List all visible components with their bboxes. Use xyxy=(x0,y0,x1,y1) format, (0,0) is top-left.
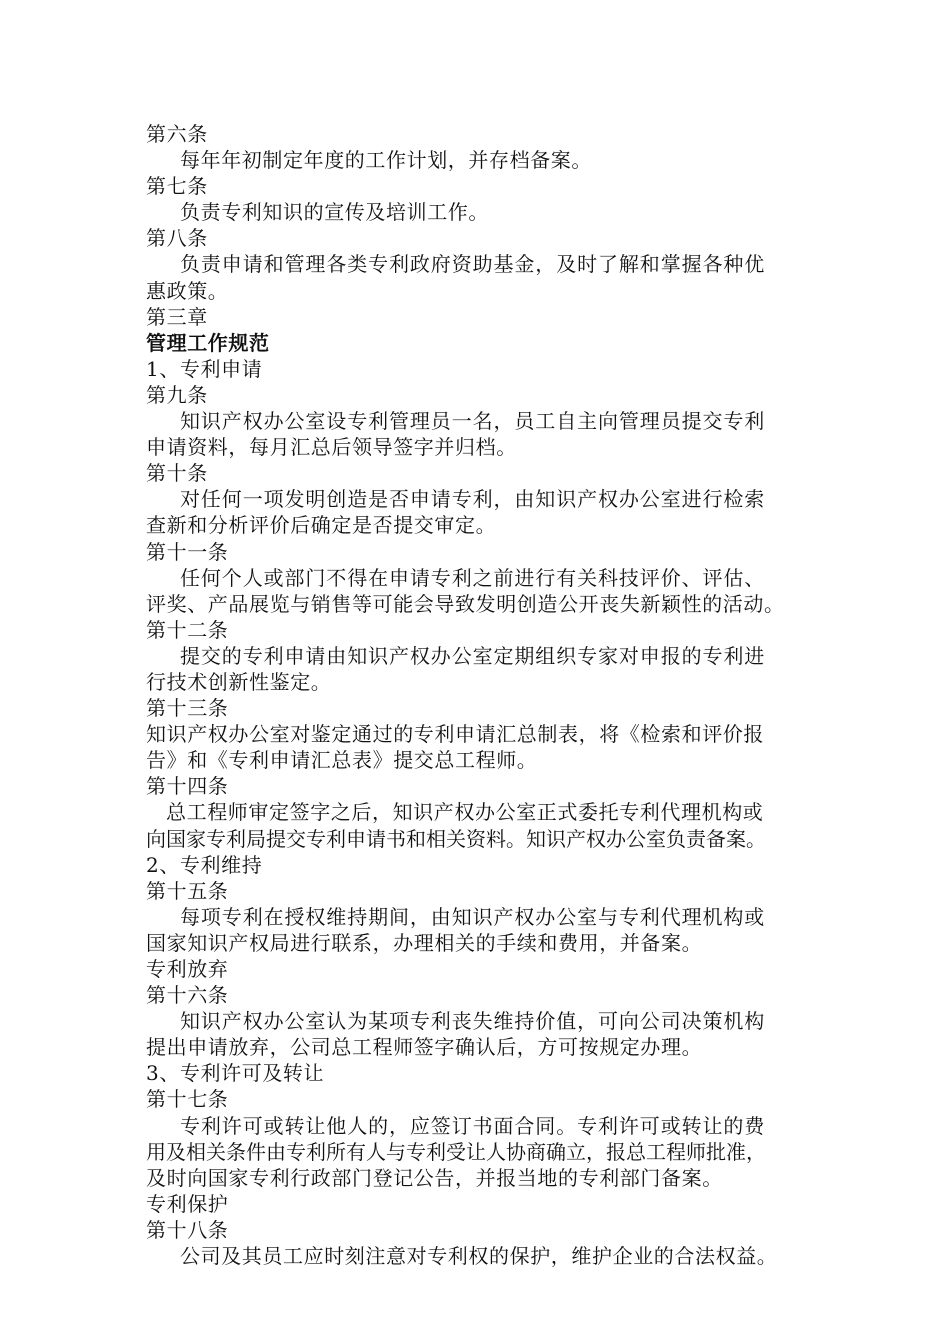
article-16-heading: 第十六条 xyxy=(146,983,229,1008)
article-6-heading: 第六条 xyxy=(146,122,208,146)
section-3-heading: 3、专利许可及转让 xyxy=(146,1061,325,1086)
article-14-heading: 第十四条 xyxy=(146,774,229,799)
patent-protection-heading: 专利保护 xyxy=(146,1191,229,1216)
article-13-text-line-1: 知识产权办公室对鉴定通过的专利申请汇总制表，将《检索和评价报 xyxy=(146,722,764,747)
article-17-heading: 第十七条 xyxy=(146,1087,229,1112)
article-10-heading: 第十条 xyxy=(146,461,208,486)
article-12-text-line-1: 提交的专利申请由知识产权办公室定期组织专家对申报的专利进 xyxy=(180,643,766,668)
article-15-heading: 第十五条 xyxy=(146,878,229,903)
article-14-text-line-2: 向国家专利局提交专利申请书和相关资料。知识产权办公室负责备案。 xyxy=(146,826,766,851)
article-8-heading: 第八条 xyxy=(146,226,208,251)
article-15-text-line-2: 国家知识产权局进行联系，办理相关的手续和费用，并备案。 xyxy=(146,930,703,955)
article-8-text-line-2: 惠政策。 xyxy=(146,278,229,303)
section-2-heading: 2、专利维持 xyxy=(146,852,263,877)
article-11-heading: 第十一条 xyxy=(146,539,229,564)
article-11-text-line-1: 任何个人或部门不得在申请专利之前进行有关科技评价、评估、 xyxy=(180,565,766,590)
article-12-text-line-2: 行技术创新性鉴定。 xyxy=(146,669,332,694)
article-10-text-line-2: 查新和分析评价后确定是否提交审定。 xyxy=(146,513,497,538)
article-9-text-line-1: 知识产权办公室设专利管理员一名，员工自主向管理员提交专利 xyxy=(180,409,766,434)
chapter-3-heading: 第三章 xyxy=(146,304,208,329)
article-9-text-line-2: 申请资料，每月汇总后领导签字并归档。 xyxy=(146,435,517,460)
patent-abandonment-heading: 专利放弃 xyxy=(146,957,229,981)
article-7-text: 负责专利知识的宣传及培训工作。 xyxy=(180,200,489,225)
article-16-text-line-1: 知识产权办公室认为某项专利丧失维持价值，可向公司决策机构 xyxy=(180,1009,766,1034)
article-10-text-line-1: 对任何一项发明创造是否申请专利，由知识产权办公室进行检索 xyxy=(180,487,766,512)
article-13-heading: 第十三条 xyxy=(146,696,229,721)
article-17-text-line-1: 专利许可或转让他人的，应签订书面合同。专利许可或转让的费 xyxy=(180,1113,766,1138)
section-1-heading: 1、专利申请 xyxy=(146,356,263,381)
article-14-text-line-1: 总工程师审定签字之后，知识产权办公室正式委托专利代理机构或 xyxy=(166,800,764,825)
chapter-3-title: 管理工作规范 xyxy=(146,330,270,355)
article-9-heading: 第九条 xyxy=(146,382,208,407)
article-12-heading: 第十二条 xyxy=(146,617,229,642)
article-6-text: 每年年初制定年度的工作计划，并存档备案。 xyxy=(180,148,592,173)
article-13-text-line-2: 告》和《专利申请汇总表》提交总工程师。 xyxy=(146,748,538,773)
article-18-text: 公司及其员工应时刻注意对专利权的保护，维护企业的合法权益。 xyxy=(180,1244,778,1269)
article-11-text-line-2: 评奖、产品展览与销售等可能会导致发明创造公开丧失新颖性的活动。 xyxy=(146,591,785,616)
article-8-text-line-1: 负责申请和管理各类专利政府资助基金，及时了解和掌握各种优 xyxy=(180,252,766,277)
article-15-text-line-1: 每项专利在授权维持期间，由知识产权办公室与专利代理机构或 xyxy=(180,904,766,929)
article-16-text-line-2: 提出申请放弃，公司总工程师签字确认后，方可按规定办理。 xyxy=(146,1035,703,1060)
article-17-text-line-2: 用及相关条件由专利所有人与专利受让人协商确立，报总工程师批准， xyxy=(146,1139,766,1164)
document-page xyxy=(146,121,826,1269)
article-17-text-line-3: 及时向国家专利行政部门登记公告，并报当地的专利部门备案。 xyxy=(146,1165,723,1190)
article-7-heading: 第七条 xyxy=(146,174,208,199)
article-18-heading: 第十八条 xyxy=(146,1217,229,1242)
